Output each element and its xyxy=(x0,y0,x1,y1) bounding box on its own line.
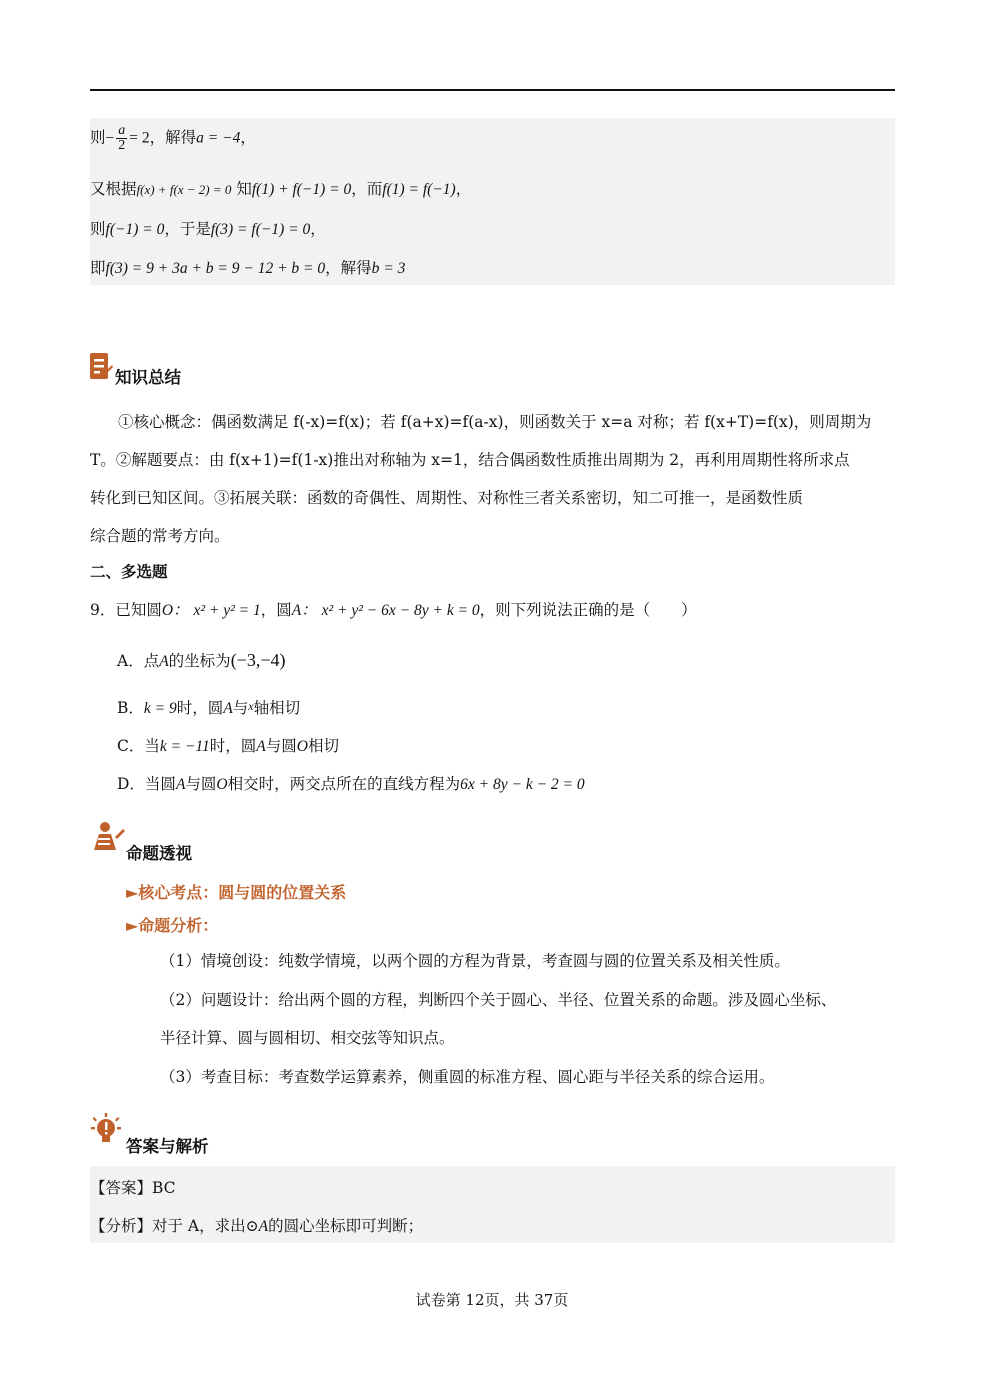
answer-title: 答案与解析 xyxy=(126,1137,209,1156)
fraction: $\frac{a}{2}$ xyxy=(118,123,126,153)
question-stem: 9．已知圆O： x² + y² = 1，圆A： x² + y² − 6x − 8y + k = 0，则下列说法正确的是（ ） xyxy=(90,601,697,619)
pencil-person-icon xyxy=(89,820,125,860)
page-footer: 试卷第 12页，共 37页 xyxy=(415,1291,569,1309)
perspective-title: 命题透视 xyxy=(126,844,192,863)
analysis-item-2-cont: 半径计算、圆与圆相切、相交弦等知识点。 xyxy=(160,1029,455,1047)
solution-line-2: 又根据f(x) + f(x − 2) = 0 知f(1) + f(−1) = 0，而f(1) = f(−1)， xyxy=(90,180,472,198)
lightbulb-icon xyxy=(89,1113,123,1151)
analysis-item-1: （1）情境创设：纯数学情境，以两个圆的方程为背景，考查圆与圆的位置关系及相关性质。 xyxy=(160,952,790,970)
answer-line: 【答案】BC xyxy=(90,1179,176,1197)
knowledge-paragraph: ①核心概念：偶函数满足 f(-x)=f(x)；若 f(a+x)=f(a-x)，则函数关于 x=a 对称；若 f(x+T)=f(x)，则周期为 T。②解题要点：由 f(x+1)=f(1-x)推出对称轴为 x=1，结合偶函数性质推出周期为 2，再利用周期性将所求点 转化到已知区间。③拓展关联：函数的奇偶性、周期性、对称性三者关系密切，知二可推一，是函数性质 综合题的常考方向。 xyxy=(90,413,872,545)
analysis-label: ►命题分析： xyxy=(126,916,219,935)
notebook-icon xyxy=(89,352,113,386)
solution-line-4: 即f(3) = 9 + 3a + b = 9 − 12 + b = 0，解得b = 3 xyxy=(90,259,406,277)
solution-line-1: 则− $\frac{a}{2}$ = 2，解得a = −4， xyxy=(90,123,256,153)
core-point: ►核心考点：圆与圆的位置关系 xyxy=(126,883,347,902)
option-c[interactable]: C．当k = −11时，圆A与圆O相切 xyxy=(117,737,339,755)
header-rule xyxy=(90,89,895,91)
option-b[interactable]: B．k = 9时，圆A与x轴相切 xyxy=(117,699,301,717)
option-a[interactable]: A．点A的坐标为(−3,−4) xyxy=(117,650,286,670)
option-d[interactable]: D．当圆A与圆O相交时，两交点所在的直线方程为6x + 8y − k − 2 = 0 xyxy=(117,775,585,793)
analysis-item-2: （2）问题设计：给出两个圆的方程，判断四个关于圆心、半径、位置关系的命题。涉及圆心坐标、 xyxy=(160,991,837,1009)
analysis-line: 【分析】对于 A，求出⊙A的圆心坐标即可判断； xyxy=(90,1217,424,1235)
solution-line-3: 则f(−1) = 0，于是f(3) = f(−1) = 0， xyxy=(90,220,326,238)
knowledge-title: 知识总结 xyxy=(115,368,181,387)
section-title: 二、多选题 xyxy=(90,563,168,581)
analysis-item-3: （3）考查目标：考查数学运算素养，侧重圆的标准方程、圆心距与半径关系的综合运用。 xyxy=(160,1068,775,1086)
